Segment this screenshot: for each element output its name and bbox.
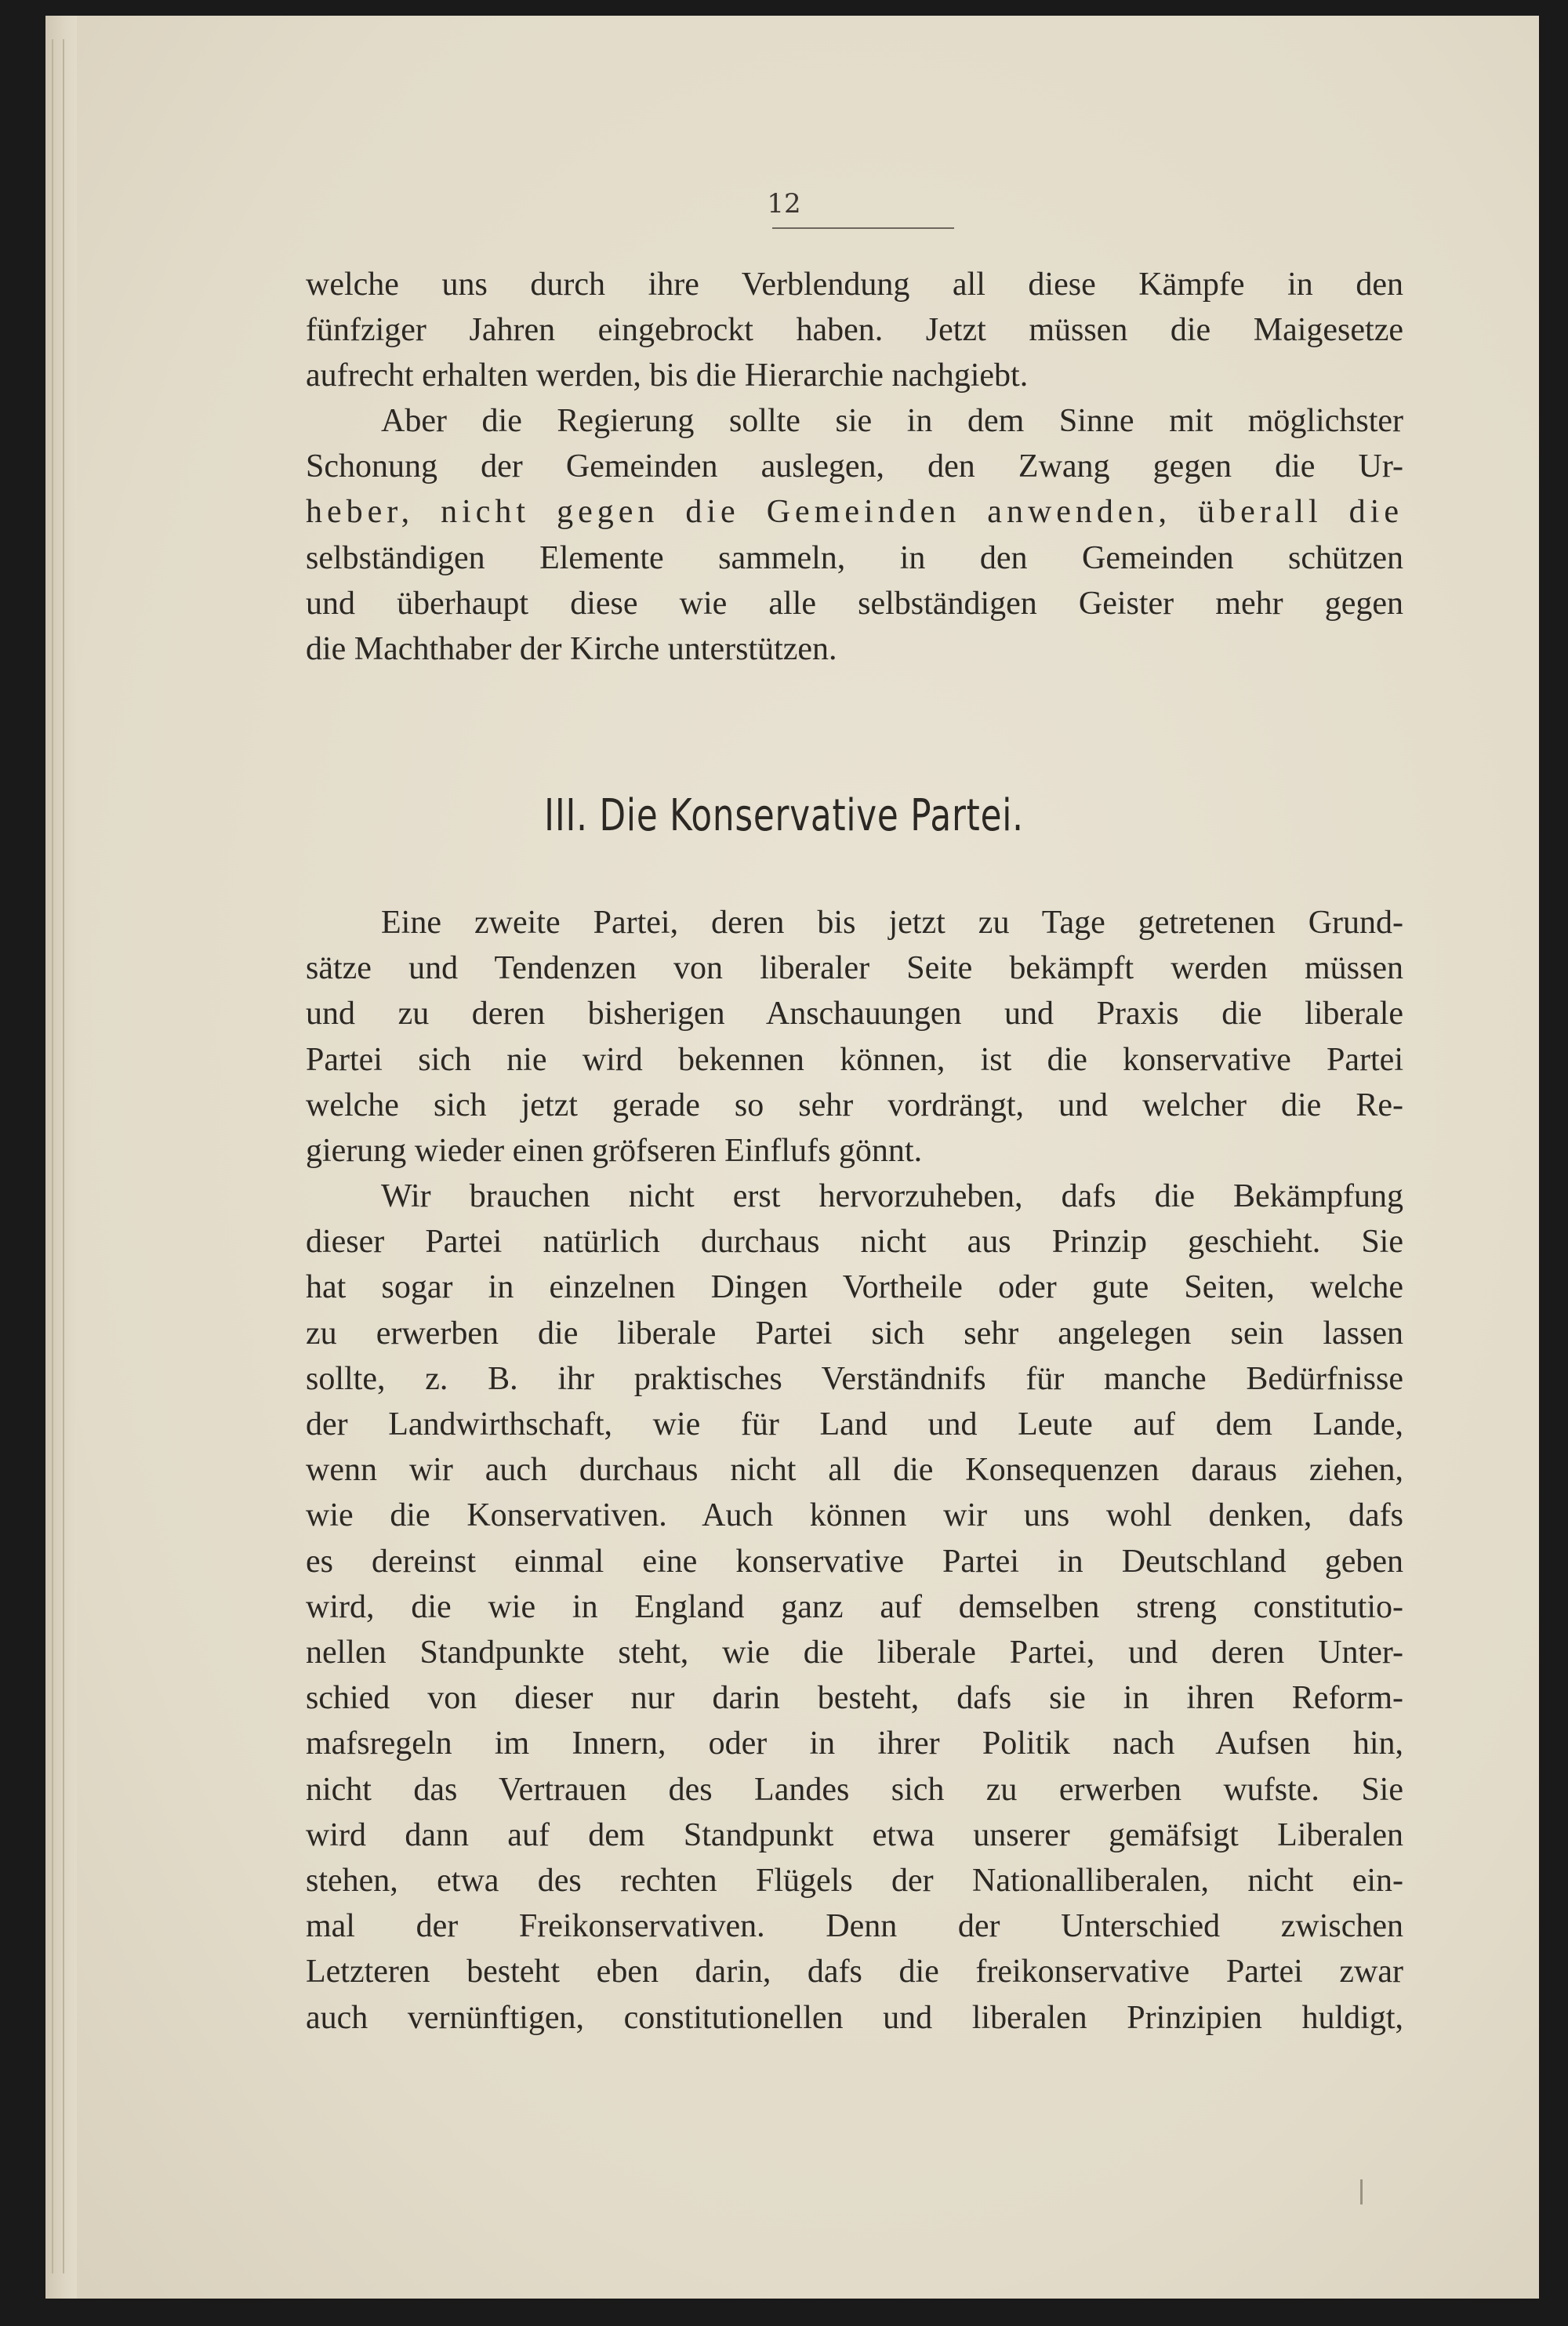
binding-gutter [45, 16, 77, 2299]
text-line: wie die Konservativen. Auch können wir uns wohl denken, dafs [306, 1497, 1403, 1534]
text-line: fünfziger Jahren eingebrockt haben. Jetzt müssen die Maigesetze [306, 312, 1403, 349]
text-line: zu erwerben die liberale Partei sich sehr angelegen sein lassen [306, 1315, 1403, 1352]
text-line: und überhaupt diese wie alle selbständigen Geister mehr gegen [306, 585, 1403, 622]
text-line: Partei sich nie wird bekennen können, ist die konservative Partei [306, 1041, 1403, 1078]
text-line: wenn wir auch durchaus nicht all die Konsequenzen daraus ziehen, [306, 1452, 1403, 1489]
text-line: es dereinst einmal eine konservative Partei in Deutschland geben [306, 1543, 1403, 1580]
text-line: nellen Standpunkte steht, wie die liberale Partei, und deren Unter- [306, 1635, 1403, 1671]
text-line: wird, die wie in England ganz auf demselben streng constitutio- [306, 1588, 1403, 1625]
text-line: mafsregeln im Innern, oder in ihrer Politik nach Aufsen hin, [306, 1725, 1403, 1762]
section-heading: III. Die Konservative Partei. [544, 790, 1024, 841]
text-line: selbständigen Elemente sammeln, in den Gemeinden schützen [306, 539, 1403, 576]
ink-mark [1360, 2179, 1363, 2204]
header-rule [772, 227, 954, 229]
section-paragraph-1 [306, 900, 1403, 1174]
text-line: Letzteren besteht eben darin, dafs die freikonservative Partei zwar [306, 1954, 1403, 1990]
text-line: Schonung der Gemeinden auslegen, den Zwang gegen die Ur- [306, 448, 1403, 485]
text-line: der Landwirthschaft, wie für Land und Leute auf dem Lande, [306, 1406, 1403, 1443]
paragraph-1 [306, 262, 1403, 399]
text-line: hat sogar in einzelnen Dingen Vortheile oder gute Seiten, welche [306, 1269, 1403, 1306]
text-line: Eine zweite Partei, deren bis jetzt zu Tage getretenen Grund- [381, 905, 1403, 941]
text-line: mal der Freikonservativen. Denn der Unterschied zwischen [306, 1908, 1403, 1945]
text-line: wird dann auf dem Standpunkt etwa unserer gemäfsigt Liberalen [306, 1816, 1403, 1853]
text-line: gierung wieder einen gröfseren Einflufs gönnt. [306, 1133, 923, 1170]
text-line: und zu deren bisherigen Anschauungen und Praxis die liberale [306, 996, 1403, 1032]
text-line: sollte, z. B. ihr praktisches Verständnifs für manche Bedürfnisse [306, 1360, 1403, 1397]
text-line: nicht das Vertrauen des Landes sich zu erwerben wufste. Sie [306, 1771, 1403, 1808]
section-paragraph-2 [306, 1174, 1403, 2041]
text-line: heber, nicht gegen die Gemeinden anwenden, überall die [306, 494, 1403, 531]
text-line: aufrecht erhalten werden, bis die Hierarchie nachgiebt. [306, 357, 1029, 394]
text-line: Aber die Regierung sollte sie in dem Sinne mit möglichster [381, 403, 1403, 439]
paragraph-2 [306, 398, 1403, 672]
text-line: schied von dieser nur darin besteht, dafs sie in ihren Reform- [306, 1680, 1403, 1717]
text-line: welche sich jetzt gerade so sehr vordrängt, und welcher die Re- [306, 1087, 1403, 1123]
gutter-edge-line [52, 39, 53, 2273]
page-number: 12 [767, 188, 801, 220]
text-line: sätze und Tendenzen von liberaler Seite bekämpft werden müssen [306, 950, 1403, 987]
text-line: stehen, etwa des rechten Flügels der Nationalliberalen, nicht ein- [306, 1863, 1403, 1900]
gutter-edge-line [63, 39, 64, 2273]
text-line: auch vernünftigen, constitutionellen und liberalen Prinzipien huldigt, [306, 1999, 1403, 2036]
text-line: Wir brauchen nicht erst hervorzuheben, dafs die Bekämpfung [381, 1178, 1403, 1214]
text-line: dieser Partei natürlich durchaus nicht aus Prinzip geschieht. Sie [306, 1224, 1403, 1261]
text-line: welche uns durch ihre Verblendung all diese Kämpfe in den [306, 267, 1403, 303]
text-line: die Machthaber der Kirche unterstützen. [306, 631, 837, 668]
